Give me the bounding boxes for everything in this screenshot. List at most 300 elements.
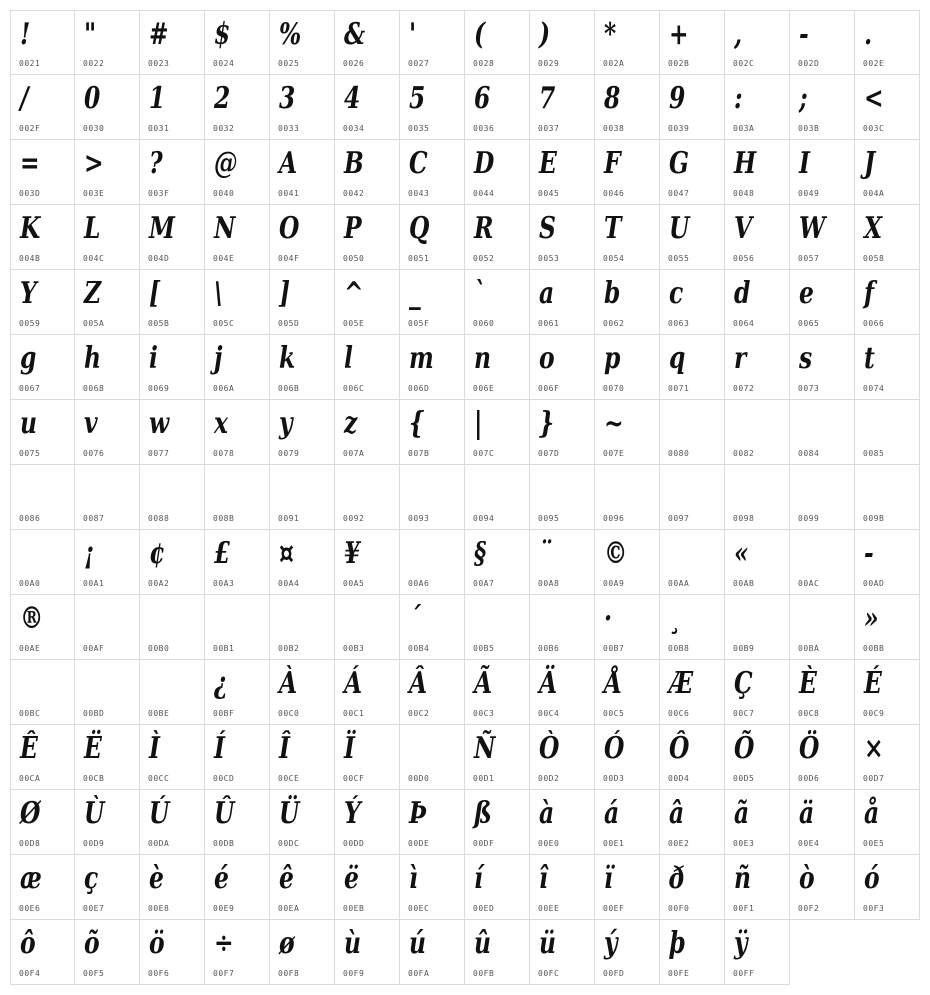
glyph-cell[interactable] (855, 530, 920, 595)
glyph-cell[interactable] (595, 595, 660, 660)
glyph-char: á (604, 796, 620, 831)
glyph-cell[interactable] (725, 855, 790, 920)
glyph-cell[interactable] (10, 140, 75, 205)
glyph-cell[interactable] (790, 595, 855, 660)
glyph-cell[interactable] (10, 335, 75, 400)
glyph-char: ì (409, 861, 418, 896)
glyph-cell[interactable] (400, 270, 465, 335)
glyph-cell[interactable] (595, 920, 660, 985)
glyph-cell[interactable] (790, 725, 855, 790)
glyph-cell[interactable] (790, 465, 855, 530)
glyph-char: b (604, 276, 621, 311)
glyph-cell[interactable] (335, 465, 400, 530)
glyph-cell[interactable] (595, 465, 660, 530)
glyph-char: Û (214, 796, 235, 831)
glyph-cell[interactable] (465, 920, 530, 985)
glyph-cell[interactable] (140, 335, 205, 400)
glyph-cell[interactable] (465, 465, 530, 530)
glyph-cell[interactable] (75, 205, 140, 270)
glyph-codepoint: 00AE (19, 644, 41, 653)
glyph-char: ë (344, 861, 359, 896)
glyph-codepoint: 00DF (473, 839, 495, 848)
glyph-cell[interactable] (855, 855, 920, 920)
glyph-cell[interactable] (10, 75, 75, 140)
glyph-cell[interactable] (270, 205, 335, 270)
glyph-cell[interactable] (855, 75, 920, 140)
glyph-cell[interactable] (660, 530, 725, 595)
glyph-cell[interactable] (595, 855, 660, 920)
glyph-cell[interactable] (725, 205, 790, 270)
glyph-cell[interactable] (465, 725, 530, 790)
glyph-cell[interactable] (660, 855, 725, 920)
glyph-cell[interactable] (660, 205, 725, 270)
glyph-cell[interactable] (790, 660, 855, 725)
glyph-codepoint: 008B (213, 514, 235, 523)
glyph-cell[interactable] (270, 660, 335, 725)
glyph-cell[interactable] (660, 400, 725, 465)
glyph-cell[interactable] (400, 725, 465, 790)
glyph-codepoint: 0046 (603, 189, 625, 198)
glyph-cell[interactable] (790, 140, 855, 205)
glyph-cell[interactable] (75, 335, 140, 400)
glyph-char: Q (409, 211, 430, 246)
glyph-cell[interactable] (400, 855, 465, 920)
glyph-cell[interactable] (335, 855, 400, 920)
glyph-cell[interactable] (595, 660, 660, 725)
glyph-cell[interactable] (10, 595, 75, 660)
glyph-cell[interactable] (205, 725, 270, 790)
glyph-cell[interactable] (205, 140, 270, 205)
glyph-cell[interactable] (465, 335, 530, 400)
glyph-cell[interactable] (855, 205, 920, 270)
glyph-cell[interactable] (530, 140, 595, 205)
glyph-char: e (799, 276, 814, 311)
glyph-cell[interactable] (790, 855, 855, 920)
glyph-cell[interactable] (790, 335, 855, 400)
glyph-char: & (344, 17, 366, 52)
glyph-cell[interactable] (205, 205, 270, 270)
glyph-cell[interactable] (400, 595, 465, 660)
glyph-cell[interactable] (400, 920, 465, 985)
glyph-codepoint: 0061 (538, 319, 560, 328)
glyph-char: _ (409, 276, 421, 311)
glyph-cell[interactable] (10, 10, 75, 75)
glyph-codepoint: 00A8 (538, 579, 560, 588)
glyph-codepoint: 002D (798, 59, 820, 68)
glyph-cell[interactable] (530, 920, 595, 985)
glyph-cell[interactable] (140, 400, 205, 465)
glyph-cell[interactable] (855, 140, 920, 205)
glyph-cell[interactable] (140, 790, 205, 855)
glyph-char: £ (214, 536, 231, 571)
glyph-cell[interactable] (660, 595, 725, 660)
glyph-codepoint: 003B (798, 124, 820, 133)
glyph-cell[interactable] (140, 595, 205, 660)
glyph-cell[interactable] (400, 465, 465, 530)
glyph-codepoint: 00F2 (798, 904, 820, 913)
glyph-char: ¸ (669, 601, 681, 636)
glyph-cell[interactable] (530, 10, 595, 75)
glyph-cell[interactable] (140, 920, 205, 985)
glyph-char: Y (20, 276, 37, 311)
glyph-cell[interactable] (400, 140, 465, 205)
glyph-cell[interactable] (335, 920, 400, 985)
glyph-cell[interactable] (725, 465, 790, 530)
glyph-char: î (539, 861, 548, 896)
glyph-cell[interactable] (75, 465, 140, 530)
glyph-char: 1 (149, 81, 166, 116)
glyph-cell[interactable] (270, 75, 335, 140)
glyph-char: D (474, 146, 495, 181)
glyph-cell[interactable] (790, 10, 855, 75)
glyph-cell[interactable] (270, 400, 335, 465)
glyph-char: ÿ (734, 926, 748, 961)
glyph-cell[interactable] (140, 530, 205, 595)
glyph-char: ð (669, 861, 685, 896)
glyph-cell[interactable] (335, 10, 400, 75)
glyph-cell[interactable] (270, 10, 335, 75)
glyph-cell[interactable] (140, 10, 205, 75)
glyph-cell[interactable] (335, 530, 400, 595)
glyph-char: À (279, 666, 298, 701)
glyph-cell[interactable] (335, 400, 400, 465)
glyph-cell[interactable] (725, 270, 790, 335)
glyph-cell[interactable] (465, 530, 530, 595)
glyph-cell[interactable] (660, 75, 725, 140)
glyph-codepoint: 00C3 (473, 709, 495, 718)
glyph-cell[interactable] (530, 595, 595, 660)
glyph-cell[interactable] (725, 75, 790, 140)
glyph-cell[interactable] (335, 205, 400, 270)
glyph-codepoint: 00E3 (733, 839, 755, 848)
glyph-cell[interactable] (400, 660, 465, 725)
glyph-cell[interactable] (790, 790, 855, 855)
glyph-cell[interactable] (660, 140, 725, 205)
glyph-cell[interactable] (595, 75, 660, 140)
glyph-cell[interactable] (10, 465, 75, 530)
glyph-cell[interactable] (335, 725, 400, 790)
glyph-char: ® (20, 601, 44, 636)
glyph-cell[interactable] (465, 595, 530, 660)
glyph-cell[interactable] (855, 660, 920, 725)
glyph-cell[interactable] (75, 10, 140, 75)
glyph-codepoint: 00DA (148, 839, 170, 848)
glyph-cell[interactable] (10, 790, 75, 855)
glyph-cell[interactable] (75, 595, 140, 660)
glyph-cell[interactable] (725, 10, 790, 75)
glyph-cell[interactable] (270, 790, 335, 855)
glyph-codepoint: 0079 (278, 449, 300, 458)
glyph-cell[interactable] (335, 790, 400, 855)
glyph-cell[interactable] (725, 140, 790, 205)
glyph-cell[interactable] (595, 530, 660, 595)
glyph-cell[interactable] (10, 920, 75, 985)
glyph-codepoint: 002C (733, 59, 755, 68)
glyph-char: 0 (84, 81, 101, 116)
glyph-char: . (864, 17, 873, 52)
glyph-cell[interactable] (855, 790, 920, 855)
glyph-cell[interactable] (270, 530, 335, 595)
glyph-cell[interactable] (75, 530, 140, 595)
glyph-codepoint: 004A (863, 189, 885, 198)
glyph-cell[interactable] (725, 790, 790, 855)
glyph-cell[interactable] (530, 205, 595, 270)
glyph-codepoint: 0069 (148, 384, 170, 393)
glyph-cell[interactable] (270, 595, 335, 660)
glyph-cell[interactable] (530, 270, 595, 335)
glyph-cell[interactable] (335, 595, 400, 660)
glyph-cell[interactable] (725, 660, 790, 725)
glyph-cell[interactable] (465, 205, 530, 270)
glyph-cell[interactable] (595, 400, 660, 465)
glyph-cell[interactable] (790, 75, 855, 140)
glyph-cell[interactable] (205, 595, 270, 660)
glyph-cell[interactable] (335, 335, 400, 400)
glyph-cell[interactable] (660, 10, 725, 75)
glyph-cell[interactable] (595, 335, 660, 400)
glyph-cell[interactable] (205, 855, 270, 920)
glyph-codepoint: 0076 (83, 449, 105, 458)
glyph-cell[interactable] (75, 725, 140, 790)
glyph-cell[interactable] (205, 920, 270, 985)
glyph-char: Ç (734, 666, 753, 701)
glyph-cell[interactable] (725, 595, 790, 660)
glyph-char: ò (799, 861, 815, 896)
glyph-char: , (734, 17, 743, 52)
glyph-cell[interactable] (140, 465, 205, 530)
glyph-codepoint: 0073 (798, 384, 820, 393)
glyph-cell[interactable] (75, 855, 140, 920)
glyph-cell[interactable] (465, 855, 530, 920)
glyph-codepoint: 0045 (538, 189, 560, 198)
glyph-char: Ü (279, 796, 300, 831)
glyph-cell[interactable] (270, 335, 335, 400)
glyph-cell[interactable] (270, 465, 335, 530)
glyph-cell[interactable] (465, 790, 530, 855)
glyph-codepoint: 0052 (473, 254, 495, 263)
glyph-char: \ (214, 276, 223, 311)
glyph-cell[interactable] (465, 660, 530, 725)
glyph-cell[interactable] (205, 75, 270, 140)
glyph-char: J (864, 146, 876, 181)
glyph-codepoint: 0062 (603, 319, 625, 328)
glyph-char: < (864, 81, 884, 116)
glyph-codepoint: 003C (863, 124, 885, 133)
glyph-char: X (864, 211, 883, 246)
glyph-cell[interactable] (140, 855, 205, 920)
glyph-cell[interactable] (75, 790, 140, 855)
glyph-codepoint: 0085 (863, 449, 885, 458)
glyph-cell[interactable] (790, 400, 855, 465)
glyph-cell[interactable] (530, 660, 595, 725)
glyph-cell[interactable] (400, 205, 465, 270)
glyph-cell[interactable] (205, 530, 270, 595)
glyph-cell[interactable] (595, 270, 660, 335)
glyph-codepoint: 00BC (19, 709, 41, 718)
glyph-cell[interactable] (400, 400, 465, 465)
glyph-char: É (864, 666, 882, 701)
glyph-cell[interactable] (10, 855, 75, 920)
glyph-char: í (474, 861, 483, 896)
glyph-cell[interactable] (270, 270, 335, 335)
glyph-cell[interactable] (530, 855, 595, 920)
glyph-codepoint: 006A (213, 384, 235, 393)
glyph-codepoint: 0029 (538, 59, 560, 68)
glyph-cell[interactable] (660, 465, 725, 530)
glyph-char: $ (214, 17, 231, 52)
glyph-cell[interactable] (465, 140, 530, 205)
glyph-cell[interactable] (530, 790, 595, 855)
glyph-cell[interactable] (270, 855, 335, 920)
glyph-char: H (734, 146, 757, 181)
glyph-cell[interactable] (855, 465, 920, 530)
glyph-cell[interactable] (10, 725, 75, 790)
glyph-cell[interactable] (530, 335, 595, 400)
glyph-cell[interactable] (855, 725, 920, 790)
glyph-cell[interactable] (530, 400, 595, 465)
glyph-codepoint: 00E1 (603, 839, 625, 848)
glyph-cell[interactable] (790, 530, 855, 595)
glyph-cell[interactable] (725, 335, 790, 400)
glyph-cell[interactable] (75, 400, 140, 465)
glyph-cell[interactable] (790, 270, 855, 335)
glyph-codepoint: 0037 (538, 124, 560, 133)
glyph-cell[interactable] (855, 10, 920, 75)
glyph-cell[interactable] (205, 660, 270, 725)
glyph-cell[interactable] (595, 205, 660, 270)
glyph-cell[interactable] (270, 725, 335, 790)
glyph-cell[interactable] (725, 530, 790, 595)
glyph-cell[interactable] (205, 270, 270, 335)
glyph-cell[interactable] (270, 920, 335, 985)
glyph-cell[interactable] (855, 595, 920, 660)
glyph-cell[interactable] (10, 205, 75, 270)
glyph-cell[interactable] (270, 140, 335, 205)
glyph-cell[interactable] (75, 920, 140, 985)
glyph-cell[interactable] (400, 530, 465, 595)
glyph-char: / (20, 81, 29, 116)
glyph-cell[interactable] (335, 140, 400, 205)
glyph-char: Ñ (474, 731, 496, 766)
glyph-cell[interactable] (140, 140, 205, 205)
glyph-codepoint: 0074 (863, 384, 885, 393)
glyph-char: [ (149, 276, 161, 311)
glyph-cell[interactable] (790, 205, 855, 270)
glyph-cell[interactable] (595, 790, 660, 855)
glyph-grid (10, 10, 920, 985)
glyph-cell[interactable] (205, 335, 270, 400)
glyph-cell[interactable] (205, 400, 270, 465)
glyph-char: å (864, 796, 880, 831)
glyph-char: ! (20, 17, 31, 52)
glyph-cell[interactable] (140, 205, 205, 270)
glyph-char: õ (84, 926, 100, 961)
glyph-char: ] (279, 276, 291, 311)
glyph-cell[interactable] (465, 10, 530, 75)
glyph-cell[interactable] (660, 270, 725, 335)
glyph-cell[interactable] (140, 660, 205, 725)
glyph-cell[interactable] (530, 75, 595, 140)
glyph-cell[interactable] (465, 270, 530, 335)
glyph-cell[interactable] (725, 400, 790, 465)
glyph-codepoint: 00F6 (148, 969, 170, 978)
glyph-cell[interactable] (335, 660, 400, 725)
glyph-codepoint: 00D2 (538, 774, 560, 783)
glyph-codepoint: 00F7 (213, 969, 235, 978)
glyph-char: x (214, 406, 228, 441)
glyph-cell[interactable] (855, 270, 920, 335)
glyph-cell[interactable] (660, 335, 725, 400)
glyph-cell[interactable] (465, 400, 530, 465)
glyph-cell[interactable] (75, 270, 140, 335)
glyph-cell[interactable] (465, 75, 530, 140)
glyph-char: 3 (279, 81, 296, 116)
glyph-cell[interactable] (205, 465, 270, 530)
glyph-codepoint: 00AC (798, 579, 820, 588)
glyph-cell[interactable] (10, 270, 75, 335)
glyph-codepoint: 0084 (798, 449, 820, 458)
glyph-char: j (214, 341, 223, 376)
glyph-cell[interactable] (595, 725, 660, 790)
glyph-cell[interactable] (530, 725, 595, 790)
glyph-codepoint: 00CE (278, 774, 300, 783)
glyph-cell[interactable] (205, 10, 270, 75)
glyph-cell[interactable] (205, 790, 270, 855)
glyph-cell[interactable] (335, 75, 400, 140)
glyph-cell[interactable] (10, 400, 75, 465)
glyph-codepoint: 0096 (603, 514, 625, 523)
glyph-codepoint: 0047 (668, 189, 690, 198)
glyph-char: k (279, 341, 296, 376)
glyph-cell[interactable] (530, 465, 595, 530)
glyph-cell[interactable] (10, 530, 75, 595)
glyph-cell[interactable] (530, 530, 595, 595)
glyph-cell[interactable] (140, 725, 205, 790)
glyph-cell[interactable] (595, 10, 660, 75)
glyph-cell[interactable] (75, 75, 140, 140)
glyph-cell[interactable] (140, 270, 205, 335)
glyph-cell[interactable] (855, 400, 920, 465)
glyph-cell[interactable] (400, 335, 465, 400)
glyph-cell[interactable] (660, 725, 725, 790)
glyph-cell[interactable] (335, 270, 400, 335)
glyph-cell[interactable] (660, 790, 725, 855)
glyph-codepoint: 00B2 (278, 644, 300, 653)
glyph-cell[interactable] (660, 920, 725, 985)
glyph-cell[interactable] (75, 660, 140, 725)
glyph-codepoint: 0035 (408, 124, 430, 133)
glyph-codepoint: 004D (148, 254, 170, 263)
glyph-cell[interactable] (725, 725, 790, 790)
glyph-cell[interactable] (75, 140, 140, 205)
glyph-codepoint: 0075 (19, 449, 41, 458)
glyph-char: ( (474, 17, 486, 52)
glyph-cell[interactable] (400, 790, 465, 855)
glyph-cell[interactable] (400, 10, 465, 75)
glyph-codepoint: 00A9 (603, 579, 625, 588)
glyph-cell[interactable] (140, 75, 205, 140)
glyph-cell[interactable] (660, 660, 725, 725)
glyph-cell[interactable] (855, 335, 920, 400)
glyph-cell[interactable] (400, 75, 465, 140)
glyph-char: n (474, 341, 492, 376)
glyph-cell[interactable] (725, 920, 790, 985)
glyph-codepoint: 00EB (343, 904, 365, 913)
glyph-cell[interactable] (595, 140, 660, 205)
glyph-codepoint: 0080 (668, 449, 690, 458)
glyph-char: ~ (604, 406, 624, 441)
glyph-cell[interactable] (10, 660, 75, 725)
